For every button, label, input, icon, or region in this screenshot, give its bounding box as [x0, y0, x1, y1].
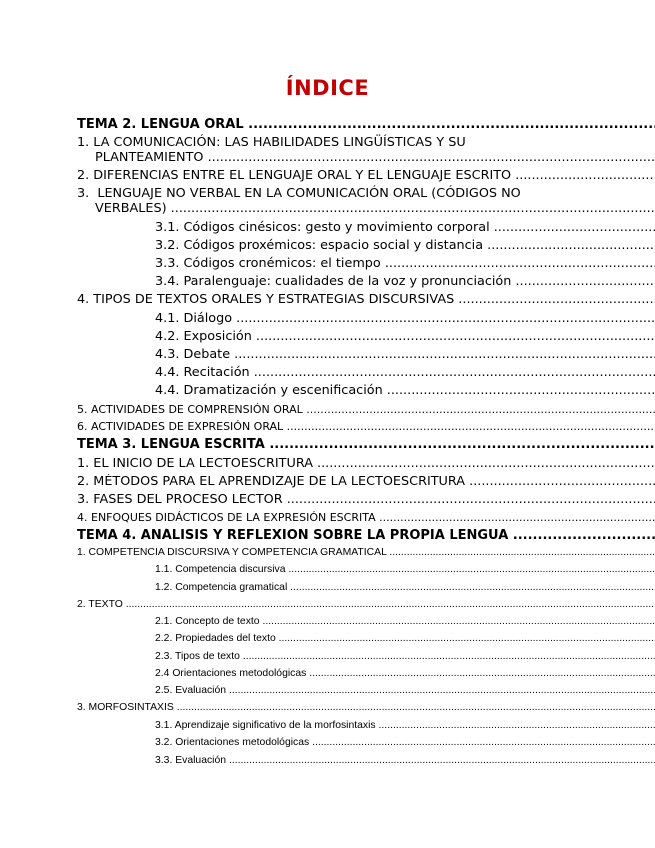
- toc-entry-2-2[interactable]: 2.2. Propiedades del texto .....: [155, 633, 655, 644]
- toc-entry-3-3-evaluacion[interactable]: 3.3. Evaluación .....: [155, 755, 655, 766]
- toc-entry-4-4b[interactable]: 4.4. Dramatización y escenificación .....: [155, 383, 655, 398]
- toc-heading-tema-3[interactable]: TEMA 3. LENGUA ESCRITA .....: [77, 437, 655, 452]
- toc-entry-1-comunicacion[interactable]: [77, 135, 655, 165]
- toc-entry-3-4[interactable]: 3.4. Paralenguaje: cualidades de la voz y pronunciación .....: [155, 274, 655, 289]
- toc-entry-3-2[interactable]: 3.2. Códigos proxémicos: espacio social y distancia .....: [155, 238, 655, 253]
- toc-entry-1-1[interactable]: 1.1. Competencia discursiva .....: [155, 564, 655, 575]
- toc-entry-3-2-orientaciones[interactable]: 3.2. Orientaciones metodológicas .....: [155, 737, 655, 748]
- toc-entry-4-4a[interactable]: 4.4. Recitación .....: [155, 365, 655, 380]
- toc-entry-3-fases[interactable]: 3. FASES DEL PROCESO LECTOR .....: [77, 492, 655, 507]
- toc-entry-3-3[interactable]: 3.3. Códigos cronémicos: el tiempo .....: [155, 256, 655, 271]
- toc-entry-4-1[interactable]: 4.1. Diálogo .....: [155, 311, 655, 326]
- toc-entry-3-morfosintaxis[interactable]: 3. MORFOSINTAXIS .....: [77, 702, 655, 713]
- toc-entry-4-2[interactable]: 4.2. Exposición .....: [155, 329, 655, 344]
- toc-entry-2-metodos[interactable]: 2. MÉTODOS PARA EL APRENDIZAJE DE LA LECTOESCRITURA .....: [77, 474, 655, 489]
- toc-entry-1-competencia[interactable]: 1. COMPETENCIA DISCURSIVA Y COMPETENCIA GRAMATICAL .....: [77, 547, 655, 558]
- toc-heading-tema-4[interactable]: TEMA 4. ANÁLISIS Y REFLEXIÓN SOBRE LA PROPIA LENGUA .....: [77, 528, 655, 543]
- toc-entry-line: 3. LENGUAJE NO VERBAL EN LA COMUNICACIÓN ORAL (CÓDIGOS NO: [77, 186, 521, 201]
- toc-entry-2-5[interactable]: 2.5. Evaluación .....: [155, 685, 655, 696]
- toc-entry-3-1[interactable]: 3.1. Códigos cinésicos: gesto y movimiento corporal .....: [155, 220, 655, 235]
- toc-entry-continuation: PLANTEAMIENTO .....: [77, 150, 655, 165]
- toc-entry-4-tipos[interactable]: 4. TIPOS DE TEXTOS ORALES Y ESTRATEGIAS DISCURSIVAS .....: [77, 292, 655, 307]
- toc-entry-2-texto[interactable]: 2. TEXTO .....: [77, 599, 655, 610]
- toc-entry-2-1[interactable]: 2.1. Concepto de texto .....: [155, 616, 655, 627]
- toc-heading-tema-2[interactable]: TEMA 2. LENGUA ORAL .....: [77, 117, 655, 132]
- toc-entry-continuation: VERBALES) .....: [77, 201, 655, 216]
- toc-entry-5-comprension[interactable]: 5. ACTIVIDADES DE COMPRENSIÓN ORAL .....: [77, 403, 655, 416]
- page-title: ÍNDICE: [285, 76, 370, 100]
- toc-entry-1-inicio[interactable]: 1. EL INICIO DE LA LECTOESCRITURA .....: [77, 456, 655, 471]
- toc-entry-line: 1. LA COMUNICACIÓN: LAS HABILIDADES LINGÜÍSTICAS Y SU: [77, 135, 466, 150]
- toc-entry-3-1-aprendizaje[interactable]: 3.1. Aprendizaje significativo de la morfosintaxis .....: [155, 720, 655, 731]
- toc-entry-2-3[interactable]: 2.3. Tipos de texto .....: [155, 651, 655, 662]
- toc-entry-1-2[interactable]: 1.2. Competencia gramatical .....: [155, 582, 655, 593]
- toc-entry-4-enfoques[interactable]: 4. ENFOQUES DIDÁCTICOS DE LA EXPRESIÓN ESCRITA .....: [77, 511, 655, 524]
- toc-entry-2-diferencias[interactable]: 2. DIFERENCIAS ENTRE EL LENGUAJE ORAL Y EL LENGUAJE ESCRITO .....: [77, 168, 655, 183]
- toc-entry-6-expresion[interactable]: 6. ACTIVIDADES DE EXPRESIÓN ORAL .....: [77, 420, 655, 433]
- toc-entry-4-3[interactable]: 4.3. Debate .....: [155, 347, 655, 362]
- toc-entry-2-4[interactable]: 2.4 Orientaciones metodológicas .....: [155, 668, 655, 679]
- toc-entry-3-no-verbal[interactable]: [77, 186, 655, 216]
